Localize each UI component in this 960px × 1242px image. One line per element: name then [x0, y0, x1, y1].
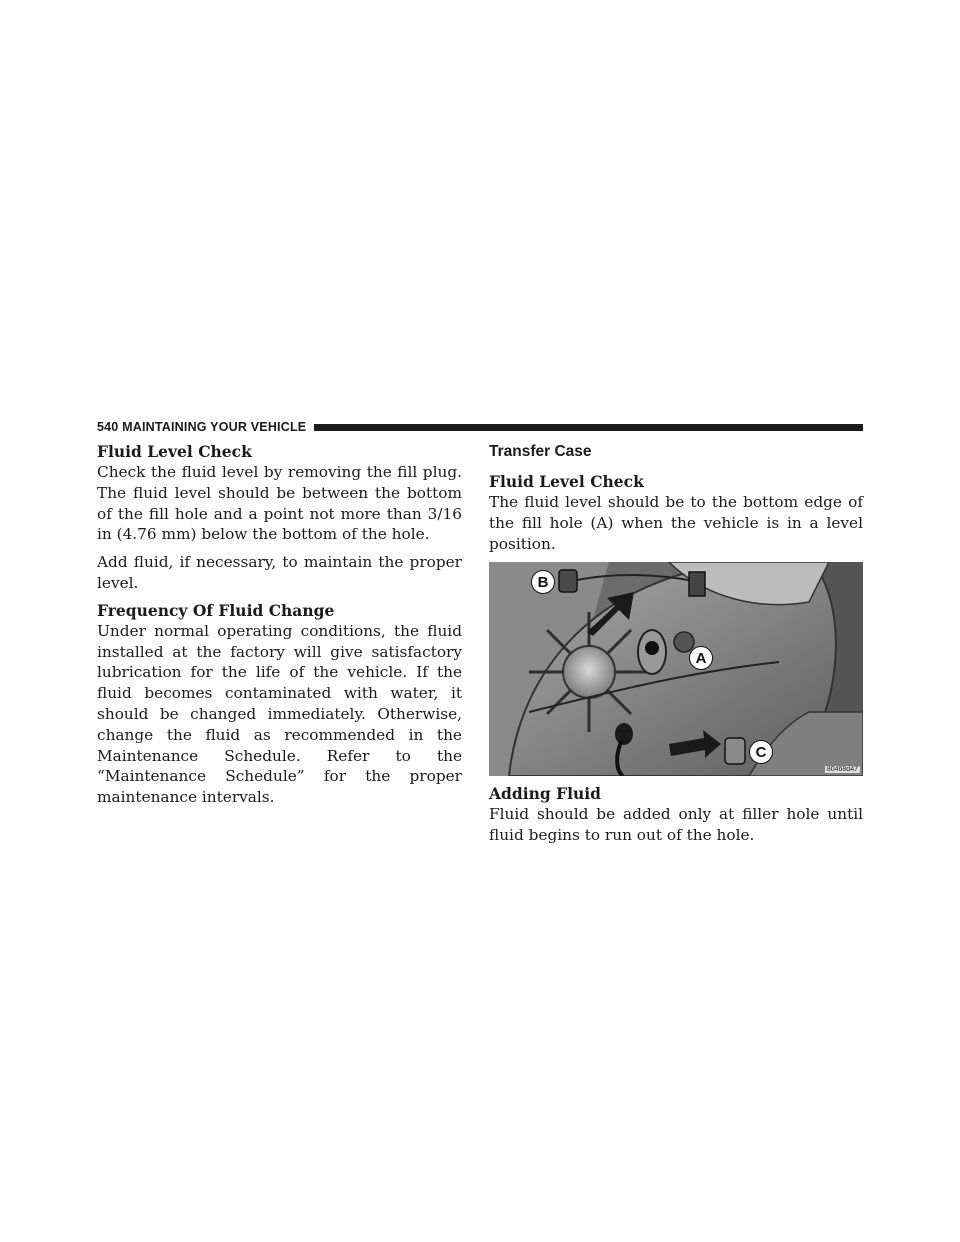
adding-fluid-text: Fluid should be added only at filler hole until fluid begins to run out of the hole.	[489, 805, 863, 845]
frequency-heading: Frequency Of Fluid Change	[97, 600, 335, 620]
frequency-text: Under normal operating conditions, the fluid installed at the factory will give satisfactory lubrication for the life of the vehicle. If the fluid becomes contaminated with water, it should be changed immediately. Otherwise, change the fluid as recommended in the Maintenance Schedule. Refer to the “Maintenance Schedule” for the proper maintenance intervals.	[97, 621, 462, 807]
adding-fluid-heading: Adding Fluid	[489, 784, 601, 804]
figure-code: 80468d47	[826, 766, 858, 774]
callout-a: A	[689, 646, 713, 670]
fluid-level-check-heading: Fluid Level Check	[97, 442, 252, 461]
left-column	[97, 442, 462, 815]
transfer-case-photo	[489, 562, 863, 776]
transfer-case-title: Transfer Case	[489, 443, 592, 460]
page-number-and-section: 540 MAINTAINING YOUR VEHICLE	[97, 420, 307, 434]
page-header	[97, 420, 863, 434]
callout-b: B	[531, 570, 555, 594]
add-fluid-text: Add fluid, if necessary, to maintain the proper level.	[97, 553, 462, 592]
right-column	[489, 442, 863, 853]
transfer-case-illustration	[489, 562, 863, 776]
transfer-fluid-level-text: The fluid level should be to the bottom edge of the fill hole (A) when the vehicle is in a level position.	[489, 493, 863, 553]
transfer-fluid-level-heading: Fluid Level Check	[489, 472, 644, 491]
callout-c: C	[749, 740, 773, 764]
header-rule	[314, 424, 863, 431]
fluid-level-check-text: Check the fluid level by removing the fill plug. The fluid level should be between the bottom of the fill hole and a point not more than 3/16 in (4.76 mm) below the bottom of the hole.	[97, 463, 462, 544]
